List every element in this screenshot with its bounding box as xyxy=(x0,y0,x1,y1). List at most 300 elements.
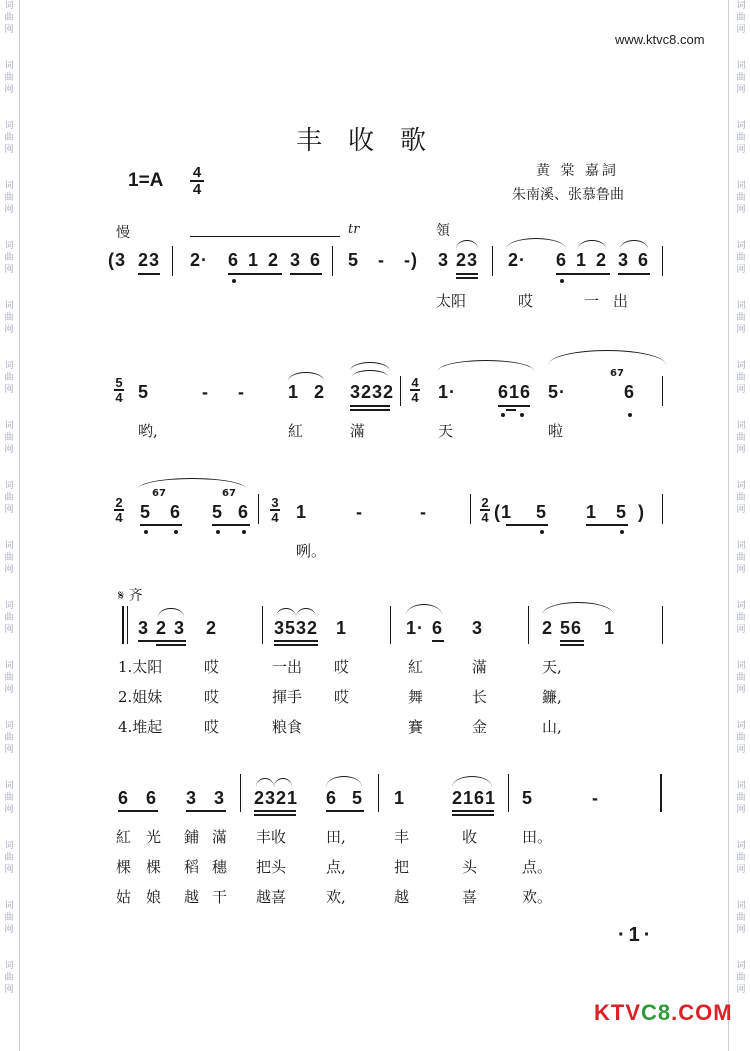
lyric: 太阳 xyxy=(436,292,467,310)
meter-change: $\frac{3}{4}$ xyxy=(271,495,279,525)
low-octave-dot xyxy=(501,413,505,417)
side-watermark-char: 曲 xyxy=(4,313,14,323)
verse-lyric: 哎 xyxy=(334,658,350,676)
side-watermark-group xyxy=(734,240,748,300)
note: 1 xyxy=(604,618,616,638)
left-margin-rule xyxy=(19,0,20,1051)
repeat-barline xyxy=(127,606,128,644)
side-watermark-char: 词 xyxy=(736,121,746,131)
side-watermark-group xyxy=(734,60,748,120)
verse-lyric: 哎 xyxy=(204,688,220,706)
meter-change: $\frac{5}{4}$ xyxy=(115,375,123,405)
grace-notes: 67 xyxy=(222,488,236,499)
side-watermark-char: 网 xyxy=(736,265,746,275)
eighth-beam xyxy=(586,524,628,526)
key-signature: 1=A xyxy=(128,170,164,191)
side-watermark-char: 词 xyxy=(4,301,14,311)
note: 2 xyxy=(268,250,280,270)
barline xyxy=(390,606,391,644)
side-watermark-char: 网 xyxy=(736,745,746,755)
barline xyxy=(508,774,509,812)
side-watermark-char: 词 xyxy=(4,481,14,491)
verse-lyric: 越喜 xyxy=(256,888,287,906)
side-watermark-group xyxy=(2,840,16,900)
verse-lyric: 2.姐妹 xyxy=(118,688,163,706)
eighth-beam xyxy=(138,273,160,275)
grace-notes: 67 xyxy=(610,368,624,379)
tie-slur xyxy=(406,604,442,615)
side-watermark-group xyxy=(2,360,16,420)
side-watermark-char: 词 xyxy=(4,901,14,911)
note: 5 xyxy=(536,502,548,522)
side-watermark-group xyxy=(734,600,748,660)
verse-lyric: 紅 xyxy=(116,828,132,846)
note: -) xyxy=(404,250,418,270)
page-number: ·1· xyxy=(618,924,655,946)
lyric: 紅 xyxy=(288,422,304,440)
note: 1 xyxy=(336,618,348,638)
side-watermark-char: 曲 xyxy=(736,373,746,383)
verse-lyric: 丰 xyxy=(394,828,410,846)
side-watermark-char: 词 xyxy=(736,61,746,71)
side-watermark-char: 曲 xyxy=(4,913,14,923)
time-signature: $\frac{4}{4}$ xyxy=(190,165,204,197)
note: 5 xyxy=(212,502,224,522)
note: 3 xyxy=(438,250,450,270)
verse-lyric: 姑 xyxy=(116,888,132,906)
eighth-beam xyxy=(254,810,296,812)
side-watermark-group xyxy=(734,360,748,420)
note: 6 xyxy=(118,788,130,808)
side-watermark-group xyxy=(734,300,748,360)
side-watermark-group xyxy=(2,0,16,60)
barline xyxy=(240,774,241,812)
note: 1 xyxy=(288,382,300,402)
verse-lyric: 揮手 xyxy=(272,688,303,706)
verse-lyric: 滿 xyxy=(472,658,488,676)
side-watermark-char: 网 xyxy=(4,205,14,215)
note: 5 xyxy=(522,788,534,808)
meter-change: $\frac{2}{4}$ xyxy=(481,495,489,525)
eighth-beam xyxy=(212,524,250,526)
side-watermark-group xyxy=(734,420,748,480)
side-watermark-char: 网 xyxy=(736,385,746,395)
note: 6 xyxy=(624,382,636,402)
note: 6 xyxy=(146,788,158,808)
side-watermark-group xyxy=(734,840,748,900)
side-watermark-char: 网 xyxy=(736,205,746,215)
side-watermark-group xyxy=(734,720,748,780)
verse-lyric: 鐮, xyxy=(542,688,562,706)
verse-lyric: 穗 xyxy=(212,858,228,876)
side-watermark-char: 词 xyxy=(736,361,746,371)
side-watermark-char: 词 xyxy=(4,61,14,71)
composer-credit: 朱南溪、张慕鲁曲 xyxy=(512,187,624,203)
note: 2 xyxy=(314,382,326,402)
verse-lyric: 长 xyxy=(472,688,488,706)
low-octave-dot xyxy=(216,530,220,534)
verse-lyric: 越 xyxy=(394,888,410,906)
verse-lyric: 田。 xyxy=(522,828,553,846)
side-watermark-char: 词 xyxy=(4,241,14,251)
eighth-beam xyxy=(118,810,158,812)
barline xyxy=(662,376,663,406)
note: - xyxy=(592,788,599,808)
side-watermark-group xyxy=(2,540,16,600)
side-watermark-char: 词 xyxy=(736,481,746,491)
verse-lyric: 点, xyxy=(326,858,346,876)
phrase-slur xyxy=(438,360,534,371)
note: 3 xyxy=(214,788,226,808)
side-watermark-char: 网 xyxy=(4,745,14,755)
verse-lyric: 棵 xyxy=(146,858,162,876)
note: 5 xyxy=(138,382,150,402)
tie-slur xyxy=(506,238,566,249)
side-watermark-group xyxy=(734,660,748,720)
verse-lyric: 娘 xyxy=(146,888,162,906)
eighth-beam xyxy=(228,273,282,275)
right-margin-rule xyxy=(728,0,729,1051)
eighth-beam xyxy=(618,273,650,275)
sixteenth-beam xyxy=(274,644,318,646)
low-octave-dot xyxy=(540,530,544,534)
side-watermark-char: 网 xyxy=(736,865,746,875)
low-octave-dot xyxy=(174,530,178,534)
eighth-beam xyxy=(186,810,226,812)
tie-slur xyxy=(256,778,274,787)
side-watermark-char: 曲 xyxy=(4,733,14,743)
note: 616 xyxy=(498,382,532,402)
side-watermark-char: 网 xyxy=(736,445,746,455)
side-watermark-char: 网 xyxy=(4,325,14,335)
side-watermark-char: 曲 xyxy=(736,613,746,623)
sixteenth-beam xyxy=(156,644,186,646)
side-watermark-char: 网 xyxy=(736,805,746,815)
side-watermark-char: 曲 xyxy=(4,853,14,863)
side-watermark-char: 曲 xyxy=(736,793,746,803)
meter-change: $\frac{2}{4}$ xyxy=(115,495,123,525)
side-watermark-char: 词 xyxy=(4,421,14,431)
eighth-beam xyxy=(432,640,444,642)
side-watermark-char: 词 xyxy=(4,781,14,791)
sixteenth-beam xyxy=(452,814,494,816)
sixteenth-beam xyxy=(350,409,390,411)
side-watermark-char: 曲 xyxy=(736,913,746,923)
low-octave-dot xyxy=(628,413,632,417)
side-watermark-char: 网 xyxy=(736,145,746,155)
note: 3 xyxy=(138,618,150,638)
side-watermark-char: 曲 xyxy=(4,673,14,683)
eighth-beam xyxy=(506,524,548,526)
side-watermark-char: 词 xyxy=(736,781,746,791)
side-watermark-char: 网 xyxy=(736,625,746,635)
note: 5 xyxy=(616,502,628,522)
note: 6 xyxy=(238,502,250,522)
note: 1 xyxy=(248,250,260,270)
verse-lyric: 光 xyxy=(146,828,162,846)
side-watermark-char: 曲 xyxy=(4,133,14,143)
note: 6 xyxy=(310,250,322,270)
side-watermark-char: 曲 xyxy=(4,373,14,383)
side-watermark-group xyxy=(2,960,16,1020)
sixteenth-beam xyxy=(254,814,296,816)
verse-lyric: 欢, xyxy=(326,888,346,906)
low-octave-dot xyxy=(520,413,524,417)
side-watermark-char: 词 xyxy=(4,961,14,971)
tie-slur xyxy=(456,240,478,249)
note: 2161 xyxy=(452,788,497,808)
side-watermark-char: 网 xyxy=(736,505,746,515)
side-watermark-group xyxy=(734,900,748,960)
barline xyxy=(258,494,259,524)
side-watermark-group xyxy=(2,300,16,360)
verse-lyric: 1.太阳 xyxy=(118,658,163,676)
note: ) xyxy=(638,502,645,522)
side-watermark-group xyxy=(2,900,16,960)
verse-lyric: 粮食 xyxy=(272,718,303,736)
verse-lyric: 丰收 xyxy=(256,828,287,846)
note: 5 xyxy=(140,502,152,522)
side-watermark-char: 网 xyxy=(4,685,14,695)
side-watermark-char: 曲 xyxy=(736,493,746,503)
side-watermark-char: 网 xyxy=(4,865,14,875)
side-watermark-char: 曲 xyxy=(736,673,746,683)
side-watermark-char: 曲 xyxy=(736,433,746,443)
side-watermark-char: 词 xyxy=(4,541,14,551)
side-watermark-char: 词 xyxy=(736,421,746,431)
side-watermark-char: 网 xyxy=(4,505,14,515)
verse-lyric: 滿 xyxy=(212,828,228,846)
tie-slur xyxy=(296,608,316,617)
barline xyxy=(332,246,333,276)
eighth-beam xyxy=(326,810,364,812)
note: 6 xyxy=(432,618,444,638)
tie-slur xyxy=(620,240,648,249)
side-watermark-char: 网 xyxy=(736,685,746,695)
note: 3 xyxy=(174,618,186,638)
eighth-beam xyxy=(138,640,186,642)
side-watermark-char: 曲 xyxy=(4,793,14,803)
side-watermark-char: 网 xyxy=(736,85,746,95)
side-watermark-char: 曲 xyxy=(736,253,746,263)
side-watermark-char: 词 xyxy=(736,601,746,611)
side-watermark-char: 词 xyxy=(736,961,746,971)
meter-change: $\frac{4}{4}$ xyxy=(411,375,419,405)
side-watermark-char: 曲 xyxy=(736,133,746,143)
verse-lyric: 金 xyxy=(472,718,488,736)
side-watermark-char: 网 xyxy=(736,325,746,335)
left-watermark-strip xyxy=(2,0,16,1020)
note: 2 xyxy=(156,618,168,638)
side-watermark-char: 网 xyxy=(736,925,746,935)
note: 1 xyxy=(296,502,308,522)
eighth-beam xyxy=(140,524,182,526)
side-watermark-char: 词 xyxy=(736,841,746,851)
side-watermark-group xyxy=(2,600,16,660)
low-octave-dot xyxy=(620,530,624,534)
note: 3 xyxy=(186,788,198,808)
side-watermark-char: 曲 xyxy=(4,613,14,623)
note: 2 xyxy=(542,618,554,638)
note: (3 xyxy=(108,250,127,270)
verse-lyric: 稻 xyxy=(184,858,200,876)
side-watermark-group xyxy=(2,720,16,780)
note: 23 xyxy=(456,250,479,270)
side-watermark-group xyxy=(2,240,16,300)
verse-lyric: 舞 xyxy=(408,688,424,706)
note: 1 xyxy=(586,502,598,522)
note: 56 xyxy=(560,618,583,638)
lyric: 啦 xyxy=(548,422,564,440)
side-watermark-char: 词 xyxy=(4,1,14,11)
side-watermark-char: 曲 xyxy=(4,493,14,503)
side-watermark-char: 曲 xyxy=(736,313,746,323)
note: 3232 xyxy=(350,382,395,402)
side-watermark-char: 曲 xyxy=(736,73,746,83)
barline xyxy=(528,606,529,644)
note: 1· xyxy=(406,618,425,638)
note: 2 xyxy=(596,250,608,270)
side-watermark-char: 词 xyxy=(4,601,14,611)
side-watermark-char: 网 xyxy=(4,805,14,815)
barline xyxy=(662,606,663,644)
note: 6 xyxy=(228,250,240,270)
side-watermark-char: 网 xyxy=(4,25,14,35)
sixteenth-beam xyxy=(456,277,478,279)
side-watermark-char: 网 xyxy=(4,265,14,275)
side-watermark-char: 曲 xyxy=(4,13,14,23)
side-watermark-char: 网 xyxy=(4,385,14,395)
verse-lyric: 紅 xyxy=(408,658,424,676)
verse-lyric: 賽 xyxy=(408,718,424,736)
side-watermark-group xyxy=(734,480,748,540)
tie-slur xyxy=(288,372,324,381)
eighth-beam xyxy=(290,273,322,275)
barline xyxy=(662,246,663,276)
side-watermark-group xyxy=(734,120,748,180)
verse-lyric: 收 xyxy=(462,828,478,846)
side-watermark-char: 词 xyxy=(4,181,14,191)
side-watermark-char: 词 xyxy=(736,541,746,551)
side-watermark-char: 网 xyxy=(4,565,14,575)
verse-lyric: 越 xyxy=(184,888,200,906)
side-watermark-group xyxy=(2,120,16,180)
side-watermark-group xyxy=(734,780,748,840)
eighth-beam xyxy=(498,405,530,407)
barline xyxy=(492,246,493,276)
barline xyxy=(378,774,379,812)
note: 3532 xyxy=(274,618,319,638)
note: 1· xyxy=(438,382,457,402)
site-logo[interactable] xyxy=(594,1000,733,1026)
side-watermark-char: 网 xyxy=(736,565,746,575)
barline xyxy=(662,494,663,524)
side-watermark-char: 词 xyxy=(736,1,746,11)
eighth-beam xyxy=(350,405,390,407)
note: 2321 xyxy=(254,788,299,808)
note: 2· xyxy=(190,250,209,270)
lyric: 一出 xyxy=(584,292,643,310)
verse-lyric: 欢。 xyxy=(522,888,553,906)
side-watermark-char: 网 xyxy=(4,85,14,95)
side-watermark-group xyxy=(2,60,16,120)
eighth-beam xyxy=(456,273,478,275)
note: 5 xyxy=(348,250,360,270)
tie-slur xyxy=(452,776,492,787)
verse-lyric: 把 xyxy=(394,858,410,876)
note: 3 xyxy=(290,250,302,270)
segno-tutti-mark: 𝄋 齐 xyxy=(118,588,143,604)
sixteenth-beam xyxy=(560,644,584,646)
lyric: 天 xyxy=(438,422,454,440)
side-watermark-group xyxy=(734,960,748,1020)
note: 6 xyxy=(638,250,650,270)
note: 2· xyxy=(508,250,527,270)
verse-lyric: 山, xyxy=(542,718,562,736)
barline xyxy=(470,494,471,524)
side-watermark-char: 网 xyxy=(4,925,14,935)
note: - xyxy=(238,382,245,402)
note: 6 xyxy=(556,250,568,270)
lyricist-credit: 黄 棠 嘉詞 xyxy=(536,163,619,179)
note: 6 xyxy=(170,502,182,522)
side-watermark-group xyxy=(2,180,16,240)
watermark-url[interactable]: www.ktvc8.com xyxy=(615,32,705,47)
verse-lyric: 把头 xyxy=(256,858,287,876)
verse-lyric: 头 xyxy=(462,858,478,876)
note: - xyxy=(378,250,385,270)
verse-lyric: 田, xyxy=(326,828,346,846)
verse-lyric: 4.堆起 xyxy=(118,718,163,736)
eighth-beam xyxy=(556,273,610,275)
tie-slur xyxy=(578,240,606,249)
verse-lyric: 一出 xyxy=(272,658,303,676)
side-watermark-char: 词 xyxy=(4,661,14,671)
lyric: 哎 xyxy=(518,292,534,310)
tie-slur xyxy=(158,608,184,617)
trill-mark: tr xyxy=(348,222,360,237)
side-watermark-char: 曲 xyxy=(736,193,746,203)
trill-line xyxy=(190,236,340,237)
note: - xyxy=(420,502,427,522)
side-watermark-char: 曲 xyxy=(736,853,746,863)
side-watermark-char: 曲 xyxy=(4,433,14,443)
low-octave-dot xyxy=(242,530,246,534)
low-octave-dot xyxy=(560,279,564,283)
eighth-beam xyxy=(452,810,494,812)
verse-lyric: 棵 xyxy=(116,858,132,876)
side-watermark-char: 曲 xyxy=(4,553,14,563)
side-watermark-char: 词 xyxy=(736,241,746,251)
lead-mark: 領 xyxy=(436,223,450,239)
lyric: 咧。 xyxy=(296,542,327,560)
song-title: 丰收歌 xyxy=(296,126,453,156)
repeat-barline xyxy=(122,606,124,644)
note: 1 xyxy=(576,250,588,270)
barline xyxy=(172,246,173,276)
final-barline xyxy=(660,774,662,812)
tie-slur xyxy=(326,776,362,787)
note: 3 xyxy=(472,618,484,638)
phrase-slur xyxy=(542,602,614,615)
grace-notes: 67 xyxy=(152,488,166,499)
side-watermark-char: 曲 xyxy=(4,193,14,203)
tie-slur xyxy=(276,608,296,617)
verse-lyric: 点。 xyxy=(522,858,553,876)
side-watermark-char: 词 xyxy=(736,181,746,191)
logo-part: KTV xyxy=(594,1000,641,1025)
logo-part: C8 xyxy=(641,1000,672,1025)
